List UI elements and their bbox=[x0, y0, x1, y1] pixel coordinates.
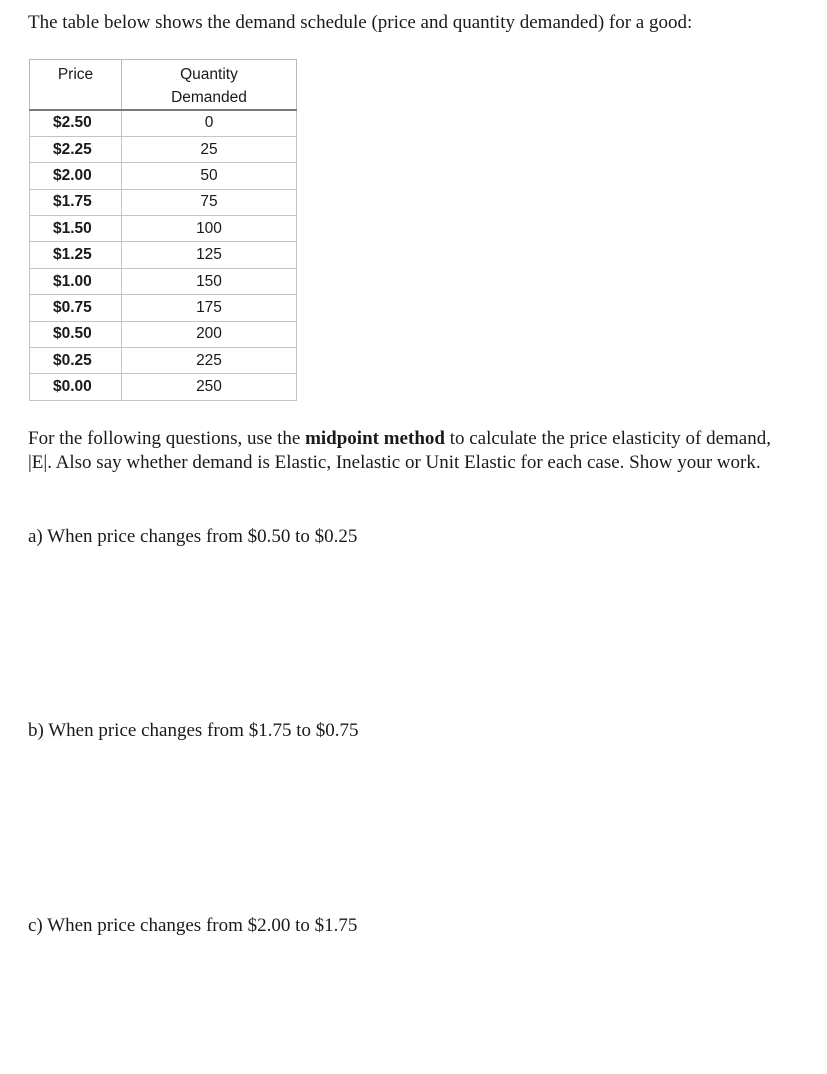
quantity-cell: 200 bbox=[122, 321, 297, 347]
price-cell: $0.50 bbox=[30, 321, 122, 347]
table-row bbox=[30, 295, 297, 321]
price-column-header bbox=[30, 60, 122, 111]
price-header-label: Price bbox=[57, 66, 94, 83]
price-cell: $1.50 bbox=[30, 216, 122, 242]
quantity-cell: 175 bbox=[122, 295, 297, 321]
table-header-row bbox=[30, 60, 297, 111]
price-cell: $2.50 bbox=[30, 110, 122, 136]
table-row bbox=[30, 189, 297, 215]
price-cell: $1.25 bbox=[30, 242, 122, 268]
table-row bbox=[30, 348, 297, 374]
price-cell: $1.75 bbox=[30, 189, 122, 215]
instructions-before: For the following questions, use the bbox=[28, 428, 306, 449]
price-cell: $0.00 bbox=[30, 374, 122, 400]
quantity-cell: 25 bbox=[122, 136, 297, 162]
quantity-cell: 250 bbox=[122, 374, 297, 400]
quantity-cell: 125 bbox=[122, 242, 297, 268]
price-cell: $0.25 bbox=[30, 348, 122, 374]
table-row bbox=[30, 268, 297, 294]
table-row bbox=[30, 136, 297, 162]
question-b: b) When price changes from $1.75 to $0.75 bbox=[28, 720, 359, 741]
table-body bbox=[30, 110, 297, 400]
question-a: a) When price changes from $0.50 to $0.25 bbox=[28, 526, 358, 547]
instructions-text bbox=[28, 427, 798, 475]
price-cell: $2.00 bbox=[30, 163, 122, 189]
question-c: c) When price changes from $2.00 to $1.75 bbox=[28, 915, 358, 936]
quantity-cell: 0 bbox=[122, 110, 297, 136]
quantity-cell: 75 bbox=[122, 189, 297, 215]
instructions-after: to calculate the price elasticity of demand, |E|. Also say whether demand is Elastic, Inelastic or Unit Elastic for each case. Show your work. bbox=[28, 428, 771, 473]
price-cell: $1.00 bbox=[30, 268, 122, 294]
demand-schedule-table bbox=[29, 59, 297, 401]
price-cell: $0.75 bbox=[30, 295, 122, 321]
table-row bbox=[30, 163, 297, 189]
quantity-cell: 100 bbox=[122, 216, 297, 242]
table-row bbox=[30, 321, 297, 347]
price-cell: $2.25 bbox=[30, 136, 122, 162]
table-row bbox=[30, 374, 297, 400]
quantity-cell: 50 bbox=[122, 163, 297, 189]
table-row bbox=[30, 110, 297, 136]
intro-text: The table below shows the demand schedule (price and quantity demanded) for a good: bbox=[28, 12, 693, 33]
quantity-header-line2: Demanded bbox=[171, 89, 247, 106]
table-row bbox=[30, 242, 297, 268]
quantity-cell: 225 bbox=[122, 348, 297, 374]
quantity-column-header bbox=[122, 60, 297, 111]
quantity-header-line1: Quantity bbox=[180, 66, 238, 83]
quantity-cell: 150 bbox=[122, 268, 297, 294]
instructions-emphasis: midpoint method bbox=[305, 428, 445, 449]
table-row bbox=[30, 216, 297, 242]
